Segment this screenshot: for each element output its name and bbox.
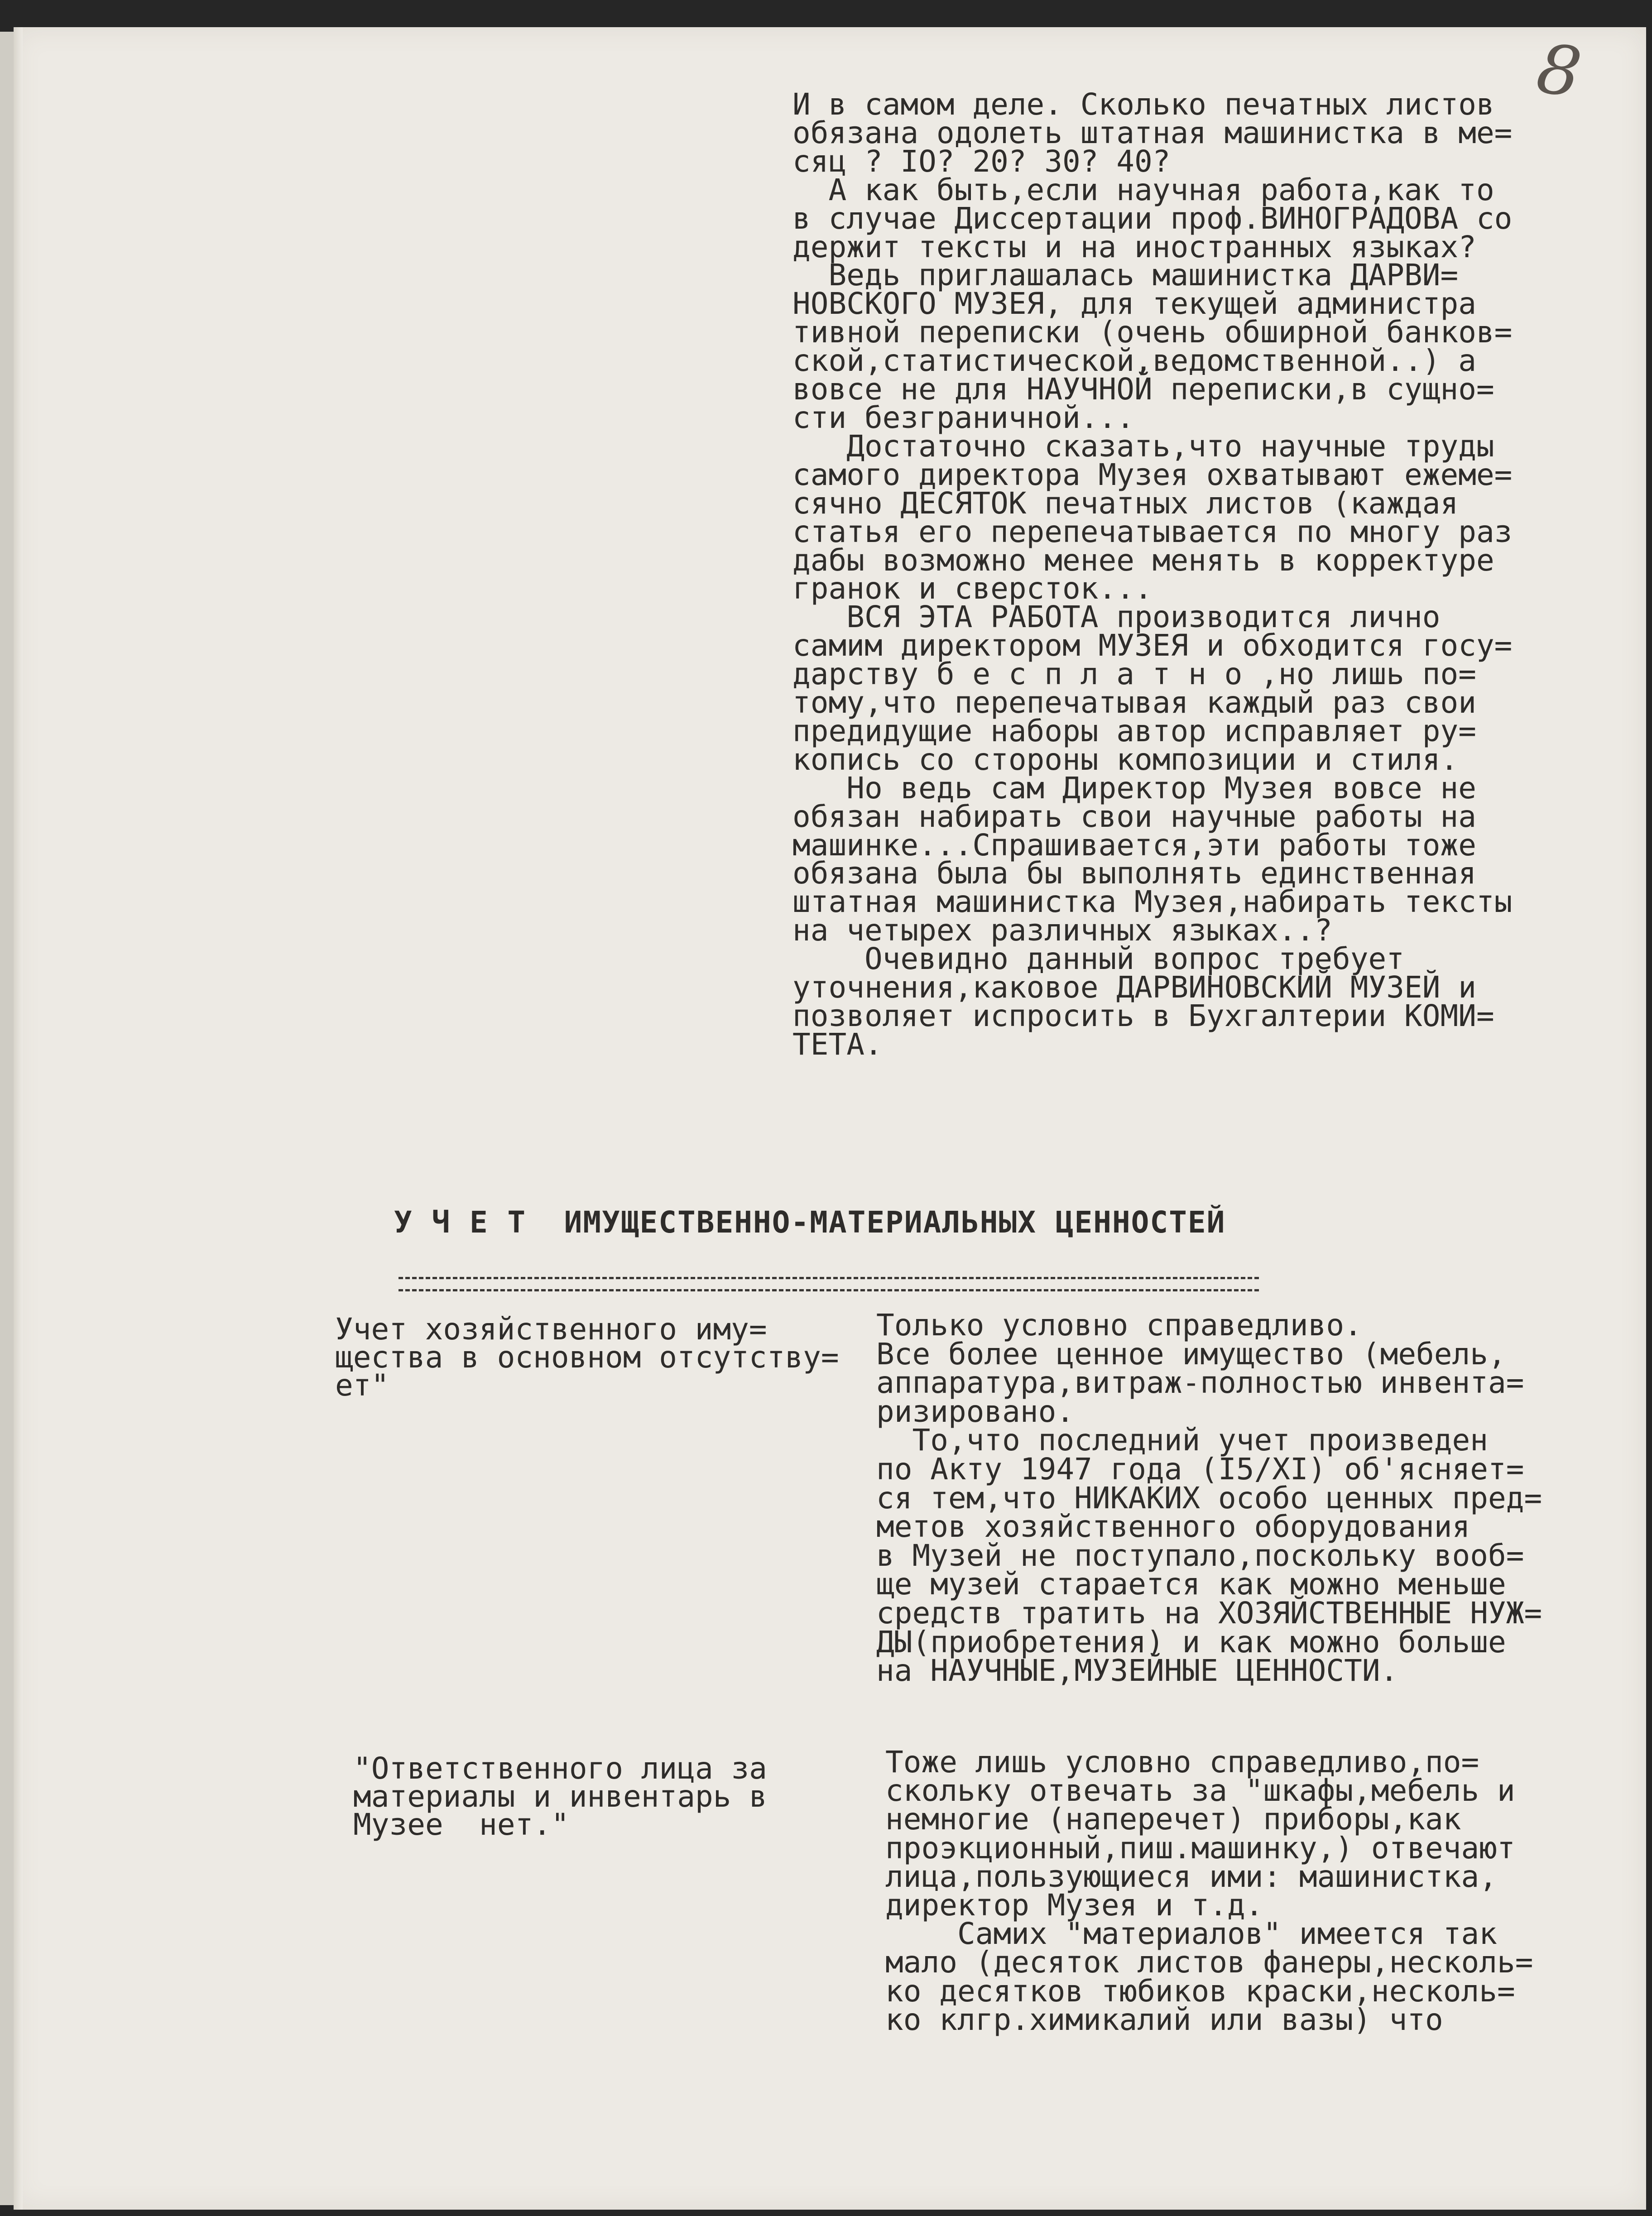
quoted-remark-1: Учет хозяйственного иму= щества в основном отсутству= ет" [335, 1312, 839, 1403]
response-paragraph-2: Тоже лишь условно справедливо,по= скольку отвечать за "шкафы,мебель и немногие (наперечет) приборы,как проэкционный,пиш.машинку,) отвечают лица,пользующиеся ими: машинистка, директор Музея и т.д. Самих "материалов" имеется так мало (десяток листов фанеры,несколь= ко десятков тюбиков краски,несколь= ко клгр.химикалий или вазы) что [885, 1745, 1533, 2037]
quoted-remark-2: "Ответственного лица за материалы и инвентарь в Музее нет." [353, 1751, 767, 1842]
heading-double-underline [399, 1277, 1259, 1291]
response-paragraph-1: Только условно справедливо. Все более ценное имущество (мебель, аппаратура,витраж-полностью инвента= ризировано. То,что последний учет произведен по Акту 1947 года (I5/XI) об'ясняет= ся тем,что НИКАКИХ особо ценных пред= метов хозяйственного оборудования в Музей не поступало,поскольку вооб= ще музей старается как можно меньше средств тратить на ХОЗЯЙСТВЕННЫЕ НУЖ= ДЫ(приобретения) и как можно больше на НАУЧНЫЕ,МУЗЕЙНЫЕ ЦЕННОСТИ. [876, 1308, 1542, 1688]
paper-left-edge [14, 27, 23, 2210]
section-heading: У Ч Е Т ИМУЩЕСТВЕННО-МАТЕРИАЛЬНЫХ ЦЕННОСТЕЙ [394, 1205, 1226, 1240]
handwritten-page-number: 8 [1532, 29, 1586, 113]
typed-paragraph-top: И в самом деле. Сколько печатных листов обязана одолеть штатная машинистка в ме= сяц ? IO? 20? 30? 40? А как быть,если научная работа,как то в случае Диссертации проф.ВИНОГРАДОВА со держит тексты и на иностранных языках? Ведь приглашалась машинистка ДАРВИ= НОВСКОГО МУЗЕЯ, для текущей администра тивной переписки (очень обширной банков= ской,статистической,ведомственной..) а вовсе не для НАУЧНОЙ переписки,в сущно= сти безграничной... Достаточно сказать,что научные труды самого директора Музея охватывают ежеме= сячно ДЕСЯТОК печатных листов (каждая статья его перепечатывается по многу раз дабы возможно менее менять в корректуре гранок и сверсток... ВСЯ ЭТА РАБОТА производится лично самим директором МУЗЕЯ и обходится госу= дарству б е с п л а т н о ,но лишь по= тому,что перепечатывая каждый раз свои предидущие наборы автор исправляет ру= копись со стороны композиции и стиля. Но ведь сам Директор Музея вовсе не обязан набирать свои научные работы на машинке...Спрашивается,эти работы тоже обязана была бы выполнять единственная штатная машинистка Музея,набирать тексты на четырех различных языках..? Очевидно данный вопрос требует уточнения,каковое ДАРВИНОВСКИЙ МУЗЕЙ и позволяет испросить в Бухгалтерии КОМИ= ТЕТА. [792, 87, 1513, 1062]
